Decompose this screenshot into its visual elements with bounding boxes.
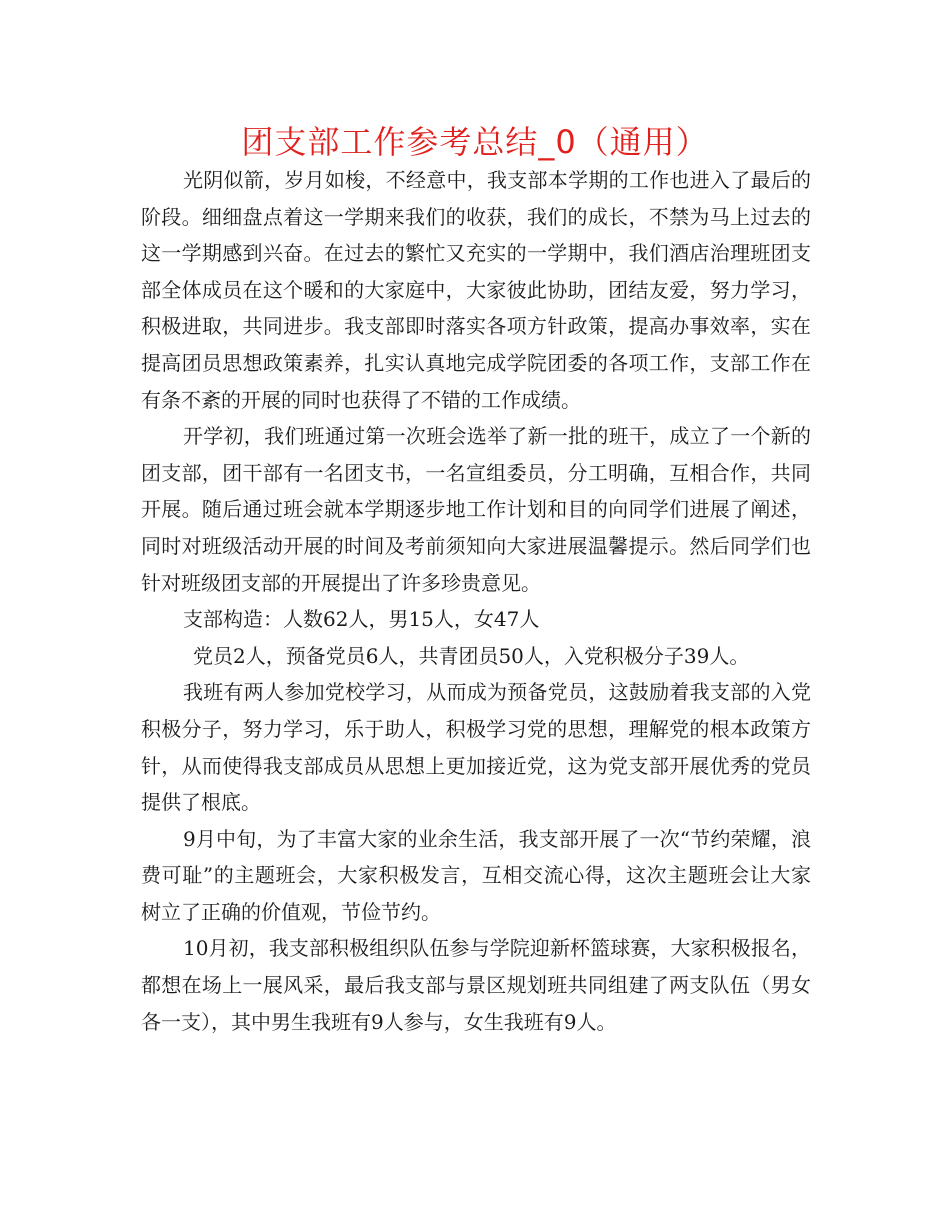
paragraph-party-school: 我班有两人参加党校学习，从而成为预备党员，这鼓励着我支部的入党积极分子，努力学习，乐于助人，积极学习党的思想，理解党的根本政策方针，从而使得我支部成员从思想上更加接近党，这为党支部开展优秀的党员提供了根底。 [141, 680, 811, 815]
paragraph-branch-structure: 支部构造：人数62人，男15人，女47人 [183, 607, 540, 632]
paragraph-october-basketball: 10月初，我支部积极组织队伍参与学院迎新杯篮球赛，大家积极报名，都想在场上一展风采，最后我支部与景区规划班共同组建了两支队伍（男女各一支），其中男生我班有9人参与，女生我班有9人。 [141, 936, 811, 1034]
paragraph-semester-start: 开学初，我们班通过第一次班会选举了新一批的班干，成立了一个新的团支部，团干部有一名团支书，一名宣组委员，分工明确，互相合作，共同开展。随后通过班会就本学期逐步地工作计划和目的向同学们进展了阐述，同时对班级活动开展的时间及考前须知向大家进展温馨提示。然后同学们也针对班级团支部的开展提出了许多珍贵意见。 [141, 424, 811, 595]
paragraph-september-meeting: 9月中旬，为了丰富大家的业余生活，我支部开展了一次“节约荣耀，浪费可耻”的主题班会，大家积极发言，互相交流心得，这次主题班会让大家树立了正确的价值观，节俭节约。 [141, 826, 811, 924]
document-title: 团支部工作参考总结_0（通用） [241, 123, 709, 161]
paragraph-member-counts: 党员2人，预备党员6人，共青团员50人，入党积极分子39人。 [193, 643, 750, 668]
paragraph-intro: 光阴似箭，岁月如梭，不经意中，我支部本学期的工作也进入了最后的阶段。细细盘点着这一学期来我们的收获，我们的成长，不禁为马上过去的这一学期感到兴奋。在过去的繁忙又充实的一学期中，我们酒店治理班团支部全体成员在这个暖和的大家庭中，大家彼此协助，团结友爱，努力学习，积极进取，共同进步。我支部即时落实各项方针政策，提高办事效率，实在提高团员思想政策素养，扎实认真地完成学院团委的各项工作，支部工作在有条不紊的开展的同时也获得了不错的工作成绩。 [141, 168, 811, 412]
document-body [141, 162, 811, 1040]
